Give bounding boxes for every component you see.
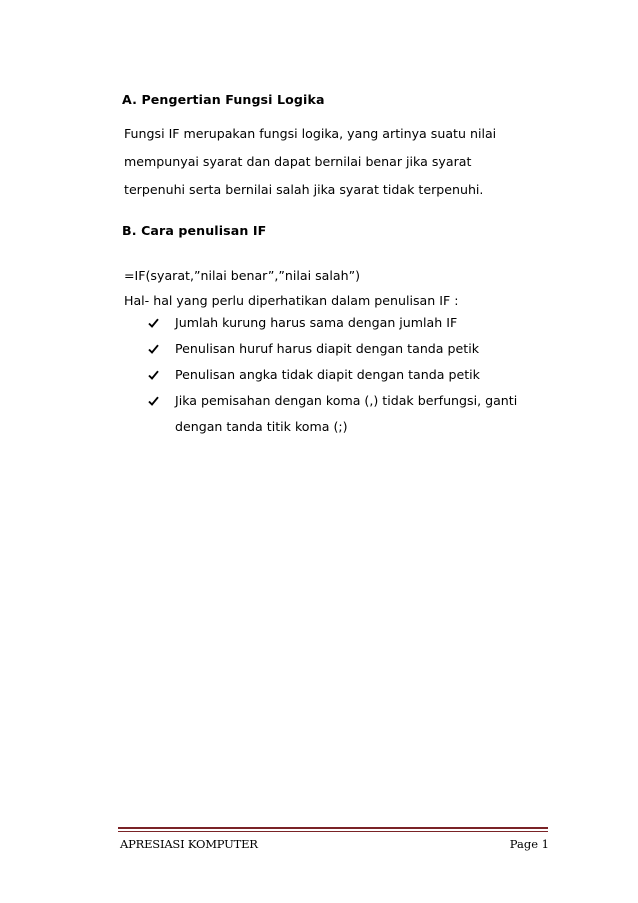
- list-item-text: Jika pemisahan dengan koma (,) tidak berfungsi, ganti: [175, 393, 518, 408]
- list-intro: Hal- hal yang perlu diperhatikan dalam penulisan IF :: [124, 293, 459, 308]
- checklist: [148, 310, 517, 440]
- list-item-text: Penulisan angka tidak diapit dengan tanda petik: [175, 367, 480, 382]
- section-a-heading: A. Pengertian Fungsi Logika: [122, 92, 325, 107]
- paragraph-line: Fungsi IF merupakan fungsi logika, yang artinya suatu nilai: [124, 126, 497, 141]
- footer-title: APRESIASI KOMPUTER: [120, 837, 258, 851]
- footer-rule: [118, 831, 548, 832]
- list-item: [148, 310, 517, 336]
- list-item: [148, 336, 517, 362]
- list-item: [148, 388, 517, 414]
- list-item-text: dengan tanda titik koma (;): [175, 419, 348, 434]
- checkmark-icon: [148, 336, 164, 362]
- section-b-heading: B. Cara penulisan IF: [122, 223, 267, 238]
- page-number: Page 1: [509, 837, 549, 851]
- list-item-continuation: [148, 414, 517, 440]
- checkmark-icon: [148, 388, 164, 414]
- paragraph-line: terpenuhi serta bernilai salah jika syarat tidak terpenuhi.: [124, 182, 484, 197]
- paragraph-line: mempunyai syarat dan dapat bernilai benar jika syarat: [124, 154, 472, 169]
- list-item: [148, 362, 517, 388]
- section-a-paragraph: [124, 120, 496, 204]
- checkmark-icon: [148, 310, 164, 336]
- list-item-text: Penulisan huruf harus diapit dengan tanda petik: [175, 341, 479, 356]
- list-item-text: Jumlah kurung harus sama dengan jumlah IF: [175, 315, 458, 330]
- checkmark-icon: [148, 362, 164, 388]
- footer-rule: [118, 827, 548, 829]
- if-formula: =IF(syarat,”nilai benar”,”nilai salah”): [124, 268, 361, 283]
